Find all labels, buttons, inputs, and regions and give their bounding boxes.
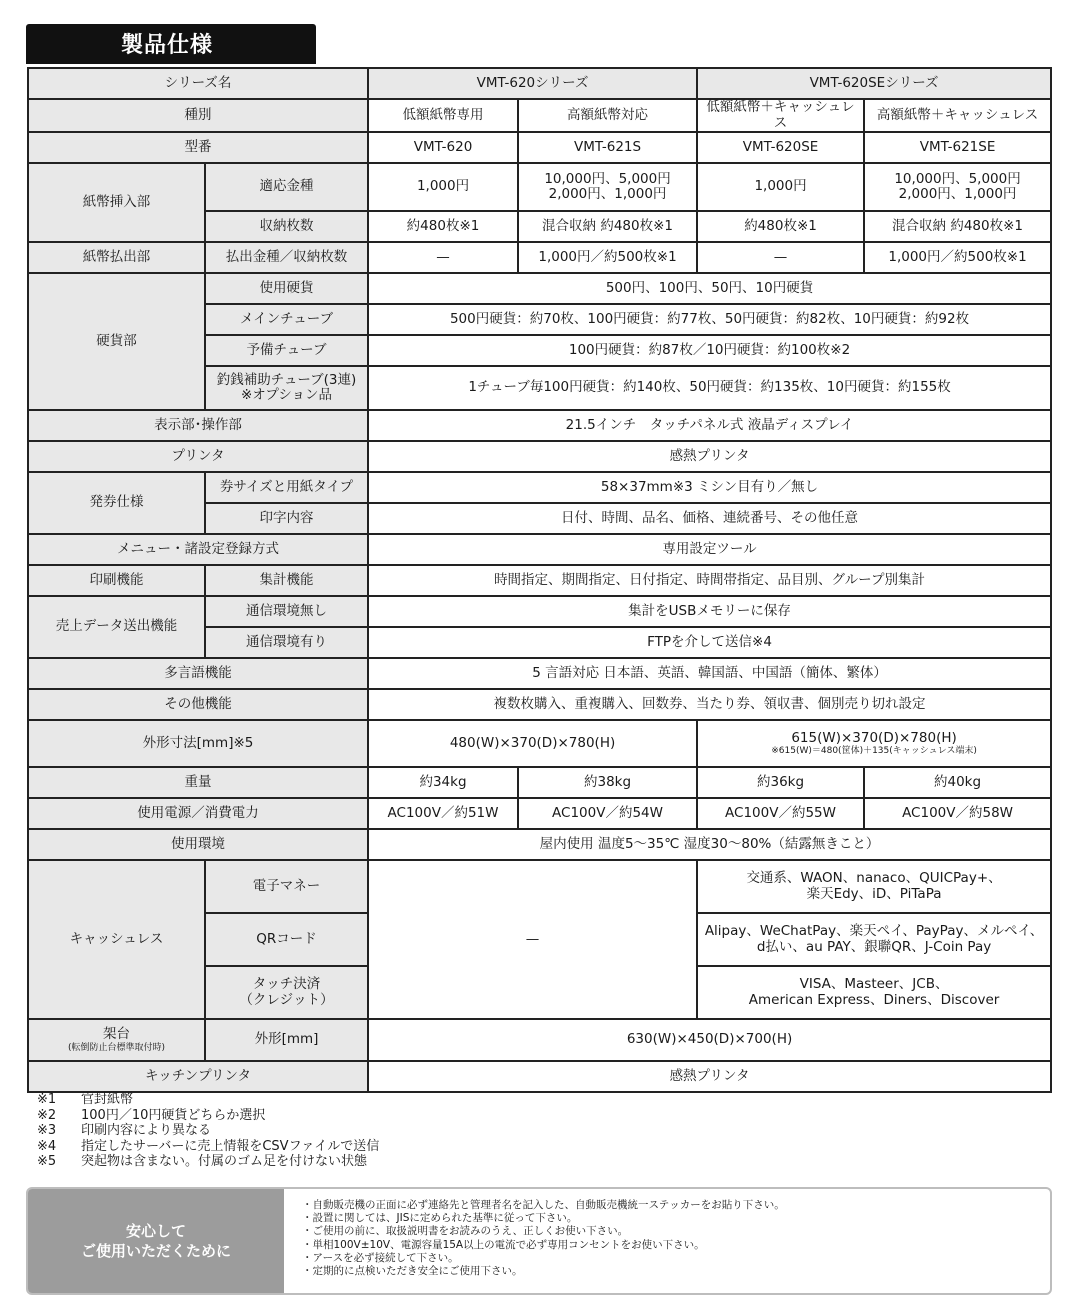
- print-func-value: 時間指定、期間指定、日付指定、時間帯指定、品目別、グループ別集計: [368, 565, 1051, 596]
- emoney-label: 電子マネー: [205, 860, 368, 913]
- safety-heading: 安心して ご使用いただくために: [28, 1189, 284, 1293]
- stand-label: 架台 (転倒防止台標準取付時): [28, 1019, 205, 1061]
- table-row: [28, 658, 1051, 689]
- weight-cell: 約34kg: [368, 767, 518, 798]
- env-label: 通信環境有り: [205, 627, 368, 658]
- coin-aux-value: 1チューブ毎100円硬貨：約140枚、50円硬貨：約135枚、10円硬貨：約155枚: [368, 366, 1051, 410]
- model-cell: VMT-621S: [518, 132, 697, 163]
- printer-label: プリンタ: [28, 441, 368, 472]
- power-cell: AC100V／約58W: [864, 798, 1051, 829]
- safety-item: ・ご使用の前に、取扱説明書をお読みのうえ、正しくお使い下さい。: [302, 1225, 629, 1238]
- environment-value: 屋内使用 温度5～35℃ 湿度30～80%（結露無きこと）: [368, 829, 1051, 860]
- table-row: [28, 689, 1051, 720]
- weight-cell: 約40kg: [864, 767, 1051, 798]
- type-cell: 低額紙幣＋キャッシュレス: [697, 99, 864, 132]
- ticket-content-value: 日付、時間、品名、価格、連続番号、その他任意: [368, 503, 1051, 534]
- weight-cell: 約38kg: [518, 767, 697, 798]
- table-row: [28, 410, 1051, 441]
- table-row: [28, 767, 1051, 798]
- denom-cell: 10,000円、5,000円 2,000円、1,000円: [518, 163, 697, 211]
- touch-label: タッチ決済 （クレジット）: [205, 966, 368, 1019]
- table-row: [28, 132, 1051, 163]
- coin-aux-label: 釣銭補助チューブ(3連) ※オプション品: [205, 366, 368, 410]
- printer-value: 感熱プリンタ: [368, 441, 1051, 472]
- environment-label: 使用環境: [28, 829, 368, 860]
- coin-row-label: 予備チューブ: [205, 335, 368, 366]
- denom-cell: 10,000円、5,000円 2,000円、1,000円: [864, 163, 1051, 211]
- ticket-size-label: 券サイズと用紙タイプ: [205, 472, 368, 503]
- table-row: [28, 242, 1051, 273]
- safety-item: ・単相100V±10V、電源容量15A以上の電流で必ず専用コンセントをお使い下さい。: [302, 1238, 705, 1251]
- section-title-bar: [26, 24, 316, 64]
- dimensions-a: 480(W)×370(D)×780(H): [368, 720, 697, 767]
- dimensions-b: 615(W)×370(D)×780(H) ※615(W)＝480(筐体)＋135(キャッシュレス端末): [697, 720, 1051, 767]
- stand-value: 630(W)×450(D)×700(H): [368, 1019, 1051, 1061]
- denom-cell: 1,000円: [368, 163, 518, 211]
- table-row: [28, 472, 1051, 503]
- touch-value: VISA、Masteer、JCB、 American Express、Diners、Discover: [697, 966, 1051, 1019]
- print-func-sub-label: 集計機能: [205, 565, 368, 596]
- table-row: [28, 829, 1051, 860]
- type-cell: 高額紙幣対応: [518, 99, 697, 132]
- table-row: [28, 68, 1051, 99]
- denom-label: 適応金種: [205, 163, 368, 211]
- table-row: [28, 1061, 1051, 1092]
- coin-row-value: 500円硬貨：約70枚、100円硬貨：約77枚、50円硬貨：約82枚、10円硬貨：約92枚: [368, 304, 1051, 335]
- table-row: [28, 273, 1051, 304]
- series-b: VMT-620SEシリーズ: [697, 68, 1051, 99]
- qr-value: Alipay、WeChatPay、楽天ペイ、PayPay、メルペイ、 d払い、au PAY、銀聯QR、J-Coin Pay: [697, 913, 1051, 966]
- no-env-label: 通信環境無し: [205, 596, 368, 627]
- power-cell: AC100V／約51W: [368, 798, 518, 829]
- menu-label: メニュー・諸設定登録方式: [28, 534, 368, 565]
- safety-item: ・自動販売機の正面に必ず連絡先と管理者名を記入した、自動販売機統一ステッカーをお貼り下さい。: [302, 1199, 785, 1211]
- capacity-cell: 約480枚※1: [368, 211, 518, 242]
- safety-item: ・設置に関しては、JISに定められた基準に従って下さい。: [302, 1212, 578, 1225]
- model-cell: VMT-620: [368, 132, 518, 163]
- bill-insert-label: 紙幣挿入部: [28, 163, 205, 242]
- table-row: [28, 1019, 1051, 1061]
- payout-cell: —: [697, 242, 864, 273]
- table-row: [28, 534, 1051, 565]
- denom-cell: 1,000円: [697, 163, 864, 211]
- coin-row-value: 500円、100円、50円、10円硬貨: [368, 273, 1051, 304]
- ticket-content-label: 印字内容: [205, 503, 368, 534]
- kitchen-printer-value: 感熱プリンタ: [368, 1061, 1051, 1092]
- coin-label: 硬貨部: [28, 273, 205, 410]
- weight-cell: 約36kg: [697, 767, 864, 798]
- table-row: [28, 798, 1051, 829]
- footnote: ※1 官封紙幣: [37, 1092, 134, 1107]
- print-func-label: 印刷機能: [28, 565, 205, 596]
- table-row: [28, 720, 1051, 767]
- table-row: [28, 860, 1051, 913]
- power-cell: AC100V／約55W: [697, 798, 864, 829]
- spec-table: [27, 67, 1052, 1093]
- ticket-label: 発券仕様: [28, 472, 205, 534]
- display-value: 21.5インチ タッチパネル式 液晶ディスプレイ: [368, 410, 1051, 441]
- language-label: 多言語機能: [28, 658, 368, 689]
- model-cell: VMT-620SE: [697, 132, 864, 163]
- model-label: 型番: [28, 132, 368, 163]
- cashless-na: —: [368, 860, 697, 1019]
- series-label: シリーズ名: [28, 68, 368, 99]
- power-label: 使用電源／消費電力: [28, 798, 368, 829]
- payout-cell: —: [368, 242, 518, 273]
- cashless-label: キャッシュレス: [28, 860, 205, 1019]
- table-row: [28, 565, 1051, 596]
- footnote: ※2 100円／10円硬貨どちらか選択: [37, 1107, 266, 1123]
- display-label: 表示部･操作部: [28, 410, 368, 441]
- safety-notice: [26, 1187, 1052, 1295]
- table-row: [28, 441, 1051, 472]
- sales-data-label: 売上データ送出機能: [28, 596, 205, 658]
- stand-sub-label: 外形[mm]: [205, 1019, 368, 1061]
- footnote: ※5 突起物は含まない。付属のゴム足を付けない状態: [37, 1154, 368, 1169]
- env-value: FTPを介して送信※4: [368, 627, 1051, 658]
- no-env-value: 集計をUSBメモリーに保存: [368, 596, 1051, 627]
- menu-value: 専用設定ツール: [368, 534, 1051, 565]
- coin-row-label: 使用硬貨: [205, 273, 368, 304]
- other-label: その他機能: [28, 689, 368, 720]
- emoney-value: 交通系、WAON、nanaco、QUICPay+、 楽天Edy、iD、PiTaPa: [697, 860, 1051, 913]
- footnote: ※4 指定したサーバーに売上情報をCSVファイルで送信: [37, 1138, 380, 1154]
- bill-payout-label: 紙幣払出部: [28, 242, 205, 273]
- type-cell: 高額紙幣＋キャッシュレス: [864, 99, 1051, 132]
- table-row: [28, 99, 1051, 132]
- type-label: 種別: [28, 99, 368, 132]
- series-a: VMT-620シリーズ: [368, 68, 697, 99]
- table-row: [28, 163, 1051, 211]
- payout-sub-label: 払出金種／収納枚数: [205, 242, 368, 273]
- capacity-cell: 混合収納 約480枚※1: [864, 211, 1051, 242]
- language-value: 5 言語対応 日本語、英語、韓国語、中国語（簡体、繁体）: [368, 658, 1051, 689]
- weight-label: 重量: [28, 767, 368, 798]
- kitchen-printer-label: キッチンプリンタ: [28, 1061, 368, 1092]
- payout-cell: 1,000円／約500枚※1: [864, 242, 1051, 273]
- footnote: ※3 印刷内容により異なる: [37, 1123, 212, 1138]
- coin-row-label: メインチューブ: [205, 304, 368, 335]
- safety-item: ・定期的に点検いただき安全にご使用下さい。: [302, 1265, 523, 1278]
- ticket-size-value: 58×37mm※3 ミシン目有り／無し: [368, 472, 1051, 503]
- power-cell: AC100V／約54W: [518, 798, 697, 829]
- capacity-cell: 約480枚※1: [697, 211, 864, 242]
- coin-row-value: 100円硬貨：約87枚／10円硬貨：約100枚※2: [368, 335, 1051, 366]
- safety-item: ・アースを必ず接続して下さい。: [302, 1251, 459, 1264]
- type-cell: 低額紙幣専用: [368, 99, 518, 132]
- safety-list: [284, 1189, 785, 1293]
- model-cell: VMT-621SE: [864, 132, 1051, 163]
- table-row: [28, 596, 1051, 627]
- other-value: 複数枚購入、重複購入、回数券、当たり券、領収書、個別売り切れ設定: [368, 689, 1051, 720]
- qr-label: QRコード: [205, 913, 368, 966]
- dimensions-label: 外形寸法[mm]※5: [28, 720, 368, 767]
- capacity-cell: 混合収納 約480枚※1: [518, 211, 697, 242]
- footnotes: [37, 1092, 379, 1170]
- page-title: 製品仕様: [121, 33, 214, 58]
- payout-cell: 1,000円／約500枚※1: [518, 242, 697, 273]
- capacity-label: 収納枚数: [205, 211, 368, 242]
